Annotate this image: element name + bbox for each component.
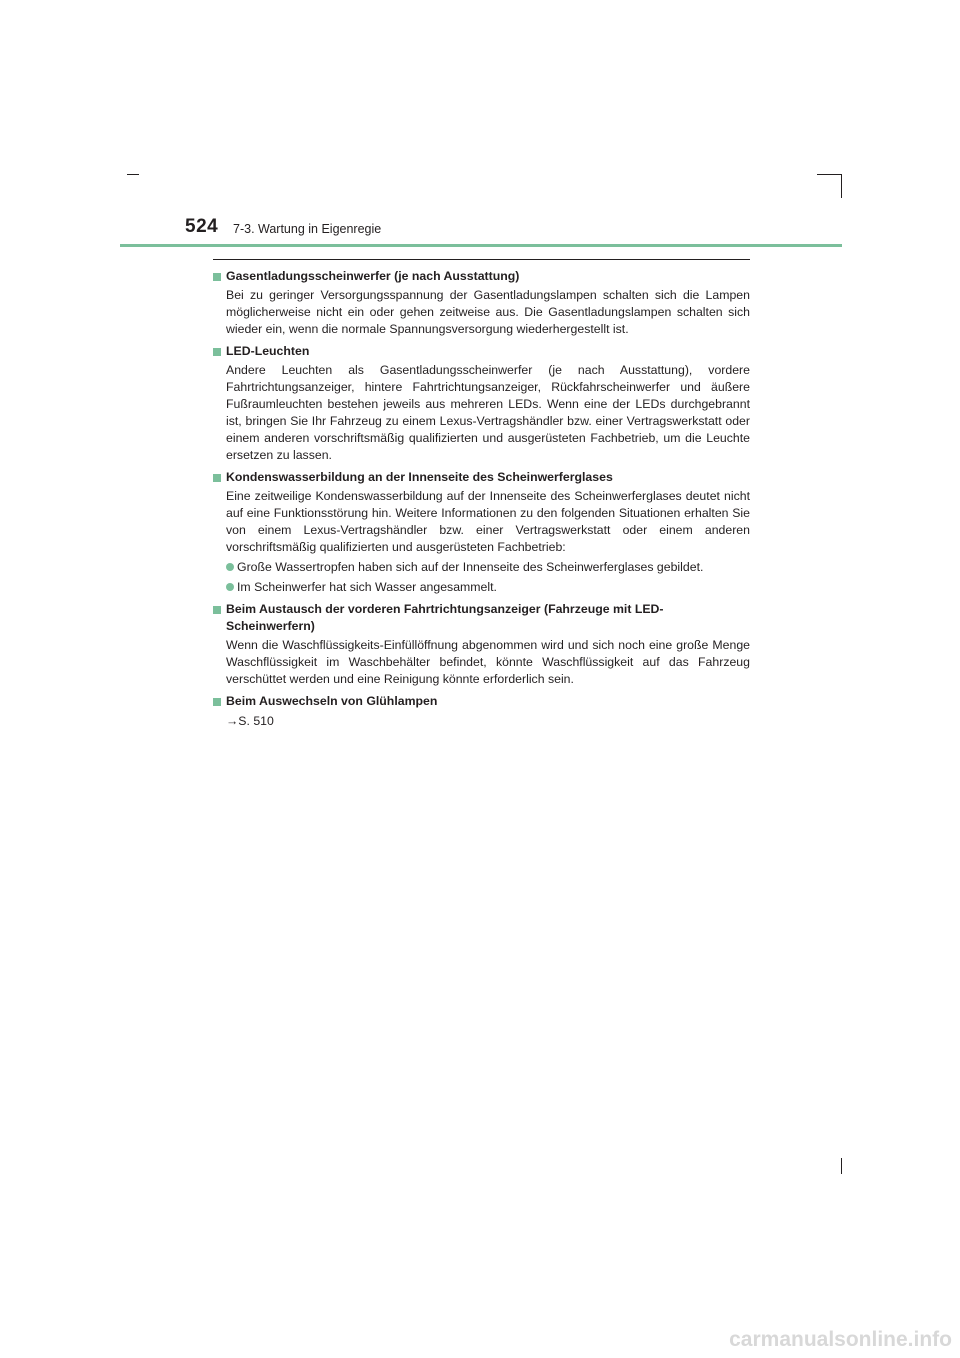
square-bullet-icon xyxy=(213,698,221,706)
section-heading: LED-Leuchten xyxy=(213,343,750,360)
list-item: Im Scheinwerfer hat sich Wasser angesammelt. xyxy=(213,579,750,596)
content-rule xyxy=(213,259,750,260)
square-bullet-icon xyxy=(213,348,221,356)
header-rule xyxy=(120,244,842,247)
list-item: Große Wassertropfen haben sich auf der Innenseite des Scheinwerferglases gebildet. xyxy=(213,559,750,576)
content-body xyxy=(213,265,750,730)
square-bullet-icon xyxy=(213,606,221,614)
square-bullet-icon xyxy=(213,474,221,482)
crop-mark xyxy=(817,174,841,175)
section-heading: Kondenswasserbildung an der Innenseite des Scheinwerferglases xyxy=(213,469,750,486)
section-heading: Gasentladungsscheinwerfer (je nach Ausstattung) xyxy=(213,268,750,285)
section-label: 7-3. Wartung in Eigenregie xyxy=(233,222,382,236)
circle-bullet-icon xyxy=(226,583,234,591)
crop-mark xyxy=(127,174,139,175)
crop-mark xyxy=(841,174,842,198)
crop-mark xyxy=(841,1158,842,1174)
section-text: Andere Leuchten als Gasentladungsscheinwerfer (je nach Ausstattung), vordere Fahrtrichtungsanzeiger, hintere Fahrtrichtungsanzeiger, Rückfahrscheinwerfer und äußere Fußraumleuchten bestehen jeweils aus mehreren LEDs. Wenn eine der LEDs durchgebrannt ist, bringen Sie Ihr Fahrzeug zu einem Lexus-Vertragshändler bzw. einer Vertragswerkstatt oder einem anderen vorschriftsmäßig qualifizierten und ausgerüsteten Fachbetrieb, um die Leuchte ersetzen zu lassen. xyxy=(226,363,750,462)
section-heading: Beim Austausch der vorderen Fahrtrichtungsanzeiger (Fahrzeuge mit LED-Scheinwerfern) xyxy=(213,601,750,635)
section-text: Wenn die Waschflüssigkeits-Einfüllöffnung abgenommen wird und sich noch eine große Menge Waschflüssigkeit im Waschbehälter befindet, könnte Waschflüssigkeit auf das Fahrzeug verschüttet werden und eine Reinigung könnte erforderlich sein. xyxy=(226,638,750,686)
section-heading: Beim Auswechseln von Glühlampen xyxy=(213,693,750,710)
page-reference-link[interactable]: →S. 510 xyxy=(226,714,274,728)
circle-bullet-icon xyxy=(226,563,234,571)
square-bullet-icon xyxy=(213,273,221,281)
watermark: carmanualsonline.info xyxy=(729,1328,952,1351)
section-text: Bei zu geringer Versorgungsspannung der Gasentladungslampen schalten sich die Lampen möglicherweise nicht ein oder gehen zeitweise aus. Die Gasentladungslampen schalten sich wieder ein, wenn die normale Spannungsversorgung wiederhergestellt ist. xyxy=(226,288,750,336)
section-text: Eine zeitweilige Kondenswasserbildung auf der Innenseite des Scheinwerferglases deutet nicht auf eine Funktionsstörung hin. Weitere Informationen zu den folgenden Situationen erhalten Sie von einem Lexus-Vertragshändler bzw. einer Vertragswerkstatt oder einem anderen vorschriftsmäßig qualifizierten und ausgerüsteten Fachbetrieb: xyxy=(226,489,750,554)
page-number: 524 xyxy=(185,216,219,237)
